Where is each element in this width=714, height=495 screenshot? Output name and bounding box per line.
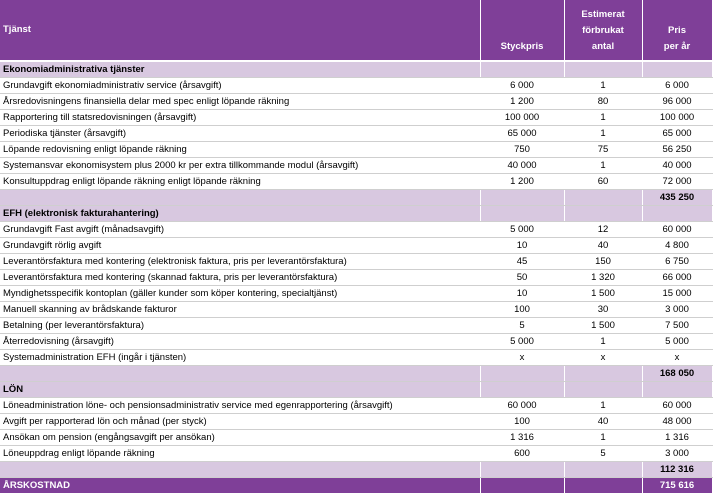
header-year-line: Pris — [668, 25, 686, 36]
unit-price: 50 — [480, 270, 564, 286]
subtotal-row — [0, 366, 712, 382]
price-per-year: 5 000 — [642, 334, 712, 350]
service-name: Årsredovisningens finansiella delar med spec enligt löpande räkning — [0, 94, 480, 110]
price-per-year: 65 000 — [642, 126, 712, 142]
total-value: 715 616 — [642, 478, 712, 494]
estimated-quantity: 5 — [564, 446, 642, 462]
estimated-quantity: x — [564, 350, 642, 366]
estimated-quantity: 1 — [564, 334, 642, 350]
estimated-quantity: 1 500 — [564, 286, 642, 302]
service-name: Löneuppdrag enligt löpande räkning — [0, 446, 480, 462]
unit-price: 5 000 — [480, 222, 564, 238]
price-per-year: 3 000 — [642, 446, 712, 462]
subtotal-row — [0, 190, 712, 206]
header-unit-price: Styckpris — [480, 0, 564, 61]
total-row — [0, 478, 712, 494]
table-row — [0, 430, 712, 446]
table-body — [0, 61, 712, 493]
price-per-year: x — [642, 350, 712, 366]
section-header-row — [0, 382, 712, 398]
subtotal-empty-cell — [0, 190, 480, 206]
section-empty-cell — [642, 61, 712, 78]
table-row — [0, 110, 712, 126]
unit-price: 750 — [480, 142, 564, 158]
section-title: Ekonomiadministrativa tjänster — [0, 61, 480, 78]
service-name: Grundavgift rörlig avgift — [0, 238, 480, 254]
service-name: Manuell skanning av brådskande fakturor — [0, 302, 480, 318]
subtotal-empty-cell — [480, 366, 564, 382]
unit-price: 100 — [480, 302, 564, 318]
estimated-quantity: 1 — [564, 398, 642, 414]
price-per-year: 3 000 — [642, 302, 712, 318]
estimated-quantity: 60 — [564, 174, 642, 190]
price-per-year: 100 000 — [642, 110, 712, 126]
service-name: Rapportering till statsredovisningen (årsavgift) — [0, 110, 480, 126]
service-name: Löneadministration löne- och pensionsadministrativ service med egenrapportering (årsavgift) — [0, 398, 480, 414]
subtotal-empty-cell — [0, 366, 480, 382]
price-per-year: 60 000 — [642, 398, 712, 414]
estimated-quantity: 12 — [564, 222, 642, 238]
section-empty-cell — [480, 382, 564, 398]
estimated-quantity: 1 500 — [564, 318, 642, 334]
total-label: ÅRSKOSTNAD — [0, 478, 480, 494]
unit-price: 10 — [480, 286, 564, 302]
price-per-year: 40 000 — [642, 158, 712, 174]
section-empty-cell — [564, 206, 642, 222]
service-name: Periodiska tjänster (årsavgift) — [0, 126, 480, 142]
service-name: Avgift per rapporterad lön och månad (per styck) — [0, 414, 480, 430]
service-name: Återredovisning (årsavgift) — [0, 334, 480, 350]
service-name: Leverantörsfaktura med kontering (elektronisk faktura, pris per leverantörsfaktura) — [0, 254, 480, 270]
table-row — [0, 94, 712, 110]
section-header-row — [0, 206, 712, 222]
section-empty-cell — [564, 61, 642, 78]
price-per-year: 1 316 — [642, 430, 712, 446]
header-estimated-quantity — [564, 0, 642, 61]
subtotal-empty-cell — [0, 462, 480, 478]
price-per-year: 72 000 — [642, 174, 712, 190]
price-per-year: 96 000 — [642, 94, 712, 110]
service-name: Grundavgift Fast avgift (månadsavgift) — [0, 222, 480, 238]
estimated-quantity: 75 — [564, 142, 642, 158]
unit-price: 60 000 — [480, 398, 564, 414]
table-row — [0, 78, 712, 94]
total-empty-cell — [480, 478, 564, 494]
subtotal-empty-cell — [564, 462, 642, 478]
table-row — [0, 222, 712, 238]
header-quantity-line: antal — [591, 41, 615, 52]
total-empty-cell — [564, 478, 642, 494]
estimated-quantity: 1 — [564, 430, 642, 446]
unit-price: 10 — [480, 238, 564, 254]
header-quantity-line: förbrukat — [582, 25, 624, 36]
unit-price: 1 200 — [480, 94, 564, 110]
header-service: Tjänst — [0, 0, 480, 61]
table-row — [0, 446, 712, 462]
unit-price: 100 — [480, 414, 564, 430]
unit-price: 100 000 — [480, 110, 564, 126]
unit-price: 40 000 — [480, 158, 564, 174]
service-name: Ansökan om pension (engångsavgift per ansökan) — [0, 430, 480, 446]
table-row — [0, 174, 712, 190]
subtotal-row — [0, 462, 712, 478]
table-row — [0, 318, 712, 334]
section-header-row — [0, 61, 712, 78]
service-name: Myndighetsspecifik kontoplan (gäller kunder som köper kontering, specialtjänst) — [0, 286, 480, 302]
table-row — [0, 414, 712, 430]
section-empty-cell — [480, 206, 564, 222]
table-row — [0, 142, 712, 158]
estimated-quantity: 40 — [564, 414, 642, 430]
table-row — [0, 238, 712, 254]
price-per-year: 56 250 — [642, 142, 712, 158]
estimated-quantity: 1 320 — [564, 270, 642, 286]
estimated-quantity: 1 — [564, 78, 642, 94]
subtotal-empty-cell — [564, 190, 642, 206]
service-name: Betalning (per leverantörsfaktura) — [0, 318, 480, 334]
price-per-year: 60 000 — [642, 222, 712, 238]
subtotal-value: 168 050 — [642, 366, 712, 382]
price-per-year: 6 750 — [642, 254, 712, 270]
section-empty-cell — [564, 382, 642, 398]
service-name: Systemansvar ekonomisystem plus 2000 kr per extra tillkommande modul (årsavgift) — [0, 158, 480, 174]
unit-price: 1 316 — [480, 430, 564, 446]
subtotal-empty-cell — [564, 366, 642, 382]
service-name: Löpande redovisning enligt löpande räkning — [0, 142, 480, 158]
service-name: Systemadministration EFH (ingår i tjänsten) — [0, 350, 480, 366]
table-row — [0, 334, 712, 350]
subtotal-value: 435 250 — [642, 190, 712, 206]
price-per-year: 66 000 — [642, 270, 712, 286]
unit-price: 6 000 — [480, 78, 564, 94]
table-row — [0, 350, 712, 366]
unit-price: 5 — [480, 318, 564, 334]
estimated-quantity: 80 — [564, 94, 642, 110]
estimated-quantity: 150 — [564, 254, 642, 270]
section-empty-cell — [642, 382, 712, 398]
estimated-quantity: 1 — [564, 110, 642, 126]
header-price-per-year — [642, 0, 712, 61]
estimated-quantity: 1 — [564, 126, 642, 142]
header-quantity-line: Estimerat — [581, 9, 625, 20]
table-row — [0, 270, 712, 286]
table-row — [0, 286, 712, 302]
unit-price: 1 200 — [480, 174, 564, 190]
unit-price: x — [480, 350, 564, 366]
table-row — [0, 158, 712, 174]
subtotal-value: 112 316 — [642, 462, 712, 478]
estimated-quantity: 40 — [564, 238, 642, 254]
service-name: Konsultuppdrag enligt löpande räkning enligt löpande räkning — [0, 174, 480, 190]
service-name: Leverantörsfaktura med kontering (skannad faktura, pris per leverantörsfaktura) — [0, 270, 480, 286]
section-title: EFH (elektronisk fakturahantering) — [0, 206, 480, 222]
section-empty-cell — [480, 61, 564, 78]
price-per-year: 6 000 — [642, 78, 712, 94]
section-empty-cell — [642, 206, 712, 222]
unit-price: 600 — [480, 446, 564, 462]
estimated-quantity: 30 — [564, 302, 642, 318]
table-row — [0, 398, 712, 414]
service-name: Grundavgift ekonomiadministrativ service (årsavgift) — [0, 78, 480, 94]
unit-price: 5 000 — [480, 334, 564, 350]
table-row — [0, 254, 712, 270]
header-year-line: per år — [663, 41, 691, 52]
subtotal-empty-cell — [480, 462, 564, 478]
section-title: LÖN — [0, 382, 480, 398]
unit-price: 45 — [480, 254, 564, 270]
table-header-row — [0, 0, 712, 61]
price-per-year: 48 000 — [642, 414, 712, 430]
price-per-year: 7 500 — [642, 318, 712, 334]
subtotal-empty-cell — [480, 190, 564, 206]
table-row — [0, 302, 712, 318]
unit-price: 65 000 — [480, 126, 564, 142]
price-per-year: 15 000 — [642, 286, 712, 302]
estimated-quantity: 1 — [564, 158, 642, 174]
price-per-year: 4 800 — [642, 238, 712, 254]
table-row — [0, 126, 712, 142]
